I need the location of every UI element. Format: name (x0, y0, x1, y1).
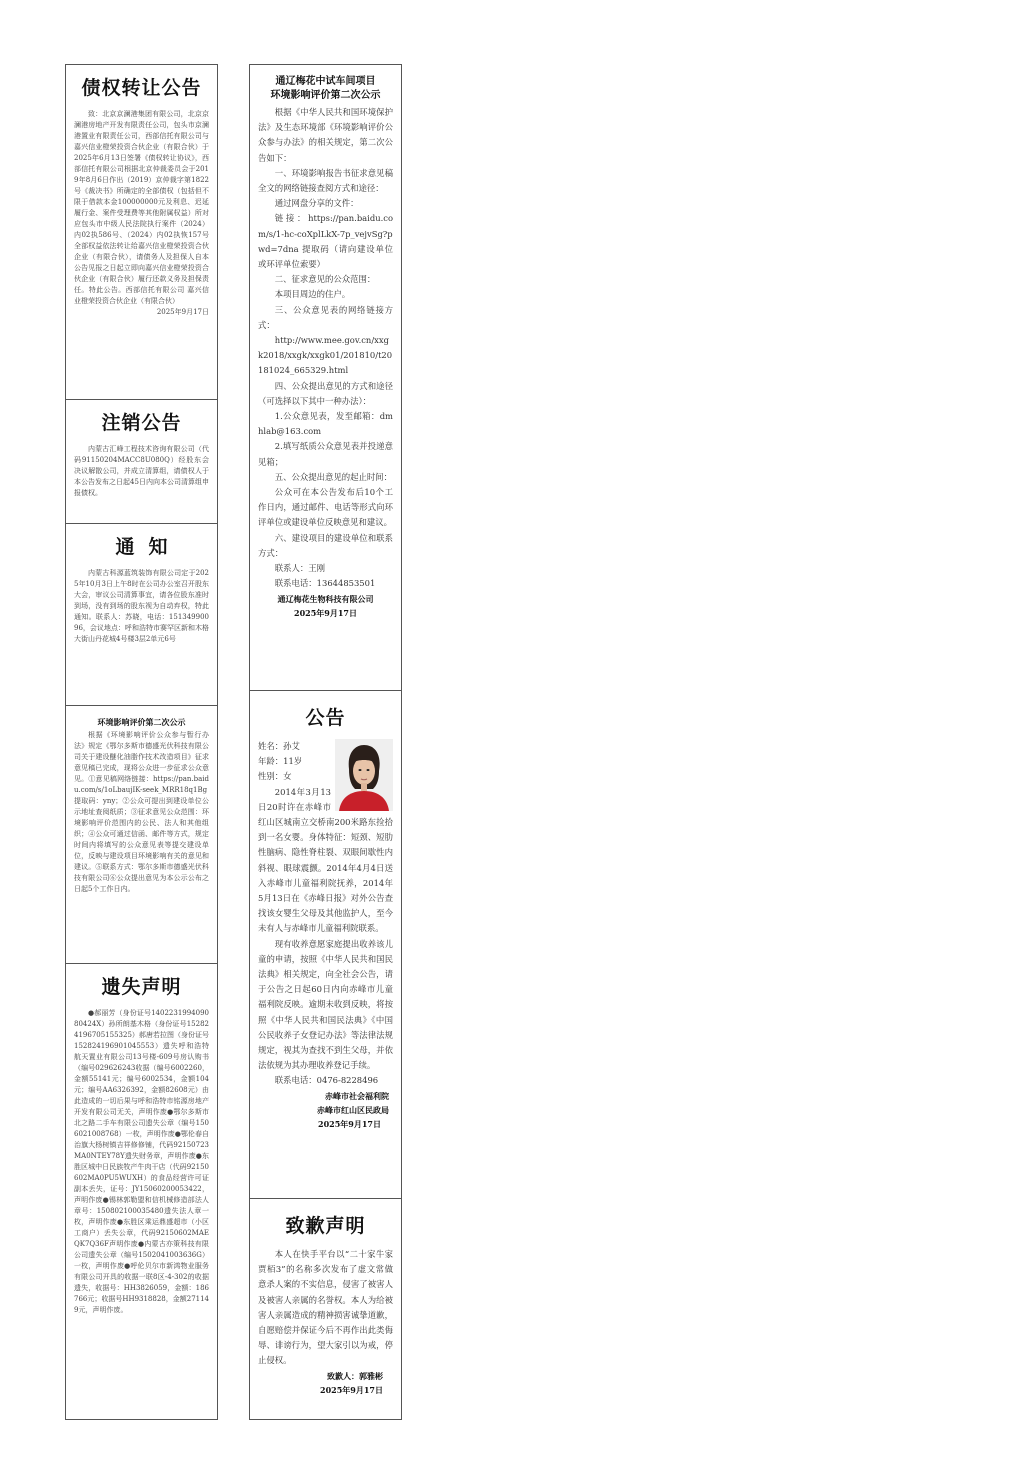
apology-sign-date: 2025年9月17日 (320, 1384, 383, 1395)
adoption-sign-date: 2025年9月17日 (318, 1118, 381, 1129)
debt-transfer-date: 2025年9月17日 (156, 308, 209, 316)
apology-title: 致歉声明 (285, 1215, 366, 1237)
loss-declaration (66, 964, 217, 1419)
eia-sign-company: 通辽梅花生物科技有限公司 (277, 593, 374, 604)
eia-public-notice-left (66, 706, 217, 964)
deregistration-body: 内蒙古汇峰工程技术咨询有限公司（代码91150204MACC8U080Q）经股东会决议解散公司，并成立清算组，请债权人于本公告发布之日起45日内向本公司清算组申报债权。 (74, 445, 209, 497)
eia-left-body: 根据《环境影响评价公众参与暂行办法》规定《鄂尔多斯市德盛光伏科技有限公司关于建设醚化油脂作技术改造项目》征求意见稿已完成，现将公众进一步征求公众意见。①意见稿网络链接：https://pan.baidu.com/s/1oLbaujIK-seek_MRR18q1Bg 提取码：yny；②公众可提出到建设单位公示地址查阅纸质；③征求意见公众范围：环境影响评价范围内的公民、法人和其他组织；④公众可通过信函、邮件等方式，规定时间内将填写的公众意见表等提交建设单位，反映与建设项目环境影响有关的意见和建议。⑤联系方式：鄂尔多斯市德盛光伏科技有限公司⑥公众提出意见为本公示公布之日起5个工作日内。 (74, 731, 209, 893)
apology-statement (250, 1199, 401, 1419)
notice-body: 内蒙古科源蓝筑装饰有限公司定于2025年10月3日上午8时在公司办公室召开股东大会，审议公司清算事宜，请各位股东准时到场，没有到场的股东视为自动弃权，特此通知。联系人：苏晓，电话：15134990096，会议地点：呼和浩特市赛罕区新和木格大街山丹花城4号楼3层2单元6号 (74, 569, 209, 643)
child-photo (335, 739, 393, 811)
eia-p13: 公众可在本公告发布后10个工作日内，通过邮件、电话等形式向环评单位或建设单位反映意见和建议。 (258, 487, 393, 528)
apology-body: 本人在快手平台以“二十家牛家贾栢3”的名称多次发布了虚文常做意杀人案的不实信息，侵害了被害人及被害人亲属的名誉权。本人为给被害人亲属造成的精神损害诚挚道歉，自愿赔偿并保证今后不再作出此类侮辱、诽谤行为，望大家引以为戒，停止侵权。 (258, 1249, 393, 1366)
loss-body: ●郝丽芳（身份证号140223199409080424X）孙所朗基木格（身份证号152824196705155325）郝唐若拉图（身份证号152824196901045553）遗失呼和浩特航天置业有限公司13号楼-609号房认购书（编号029626243收据（编号6002260，金额55141元；编号6002534，金额104元；编号AA6326392，金额82608元）由此造成的一切后果与呼和浩特市铭源房地产开发有限公司无关，声明作废●鄂尔多斯市北之路二手车有限公司遗失公章（编号1506021008768）一枚，声明作废●鄂伦春自治旗大杨树镇吉祥修修铺，代码92150723MA0NTEY78Y遗失财务章，声明作废●东胜区城中日民族牧产牛肉干店（代码92150602MA0PU5WUXH）的食品经营许可证副本丢失，证号：JY15060200053422，声明作废●锡林郭勒盟和信机械修造部法人章号：150802100035480遗失法人章一枚，声明作废●东胜区乘运鼎盛超市（小区工商户）丢失公章，代码92150602MAEQK7Q36F声明作废●内蒙古亦策科技有限公司遗失公章（编号1502041003636G）一枚，声明作废●呼伦贝尔市新鸿物业服务有限公司开具的收据一联8区-4-302的收据遗失，收据号：HH3826059，金额：186766元；收据号HH9318828，金额271149元，声明作废。 (74, 1009, 210, 1314)
eia-p2: 一、环境影响报告书征求意见稿全文的网络链接查阅方式和途径： (258, 167, 393, 194)
adoption-gender: 性别：女 (258, 771, 292, 782)
eia-p3: 通过网盘分享的文件： (274, 198, 359, 209)
eia-p12: 五、公众提出意见的起止时间： (274, 471, 393, 482)
adoption-age: 年龄：11岁 (258, 756, 303, 767)
eia-p10: 1.公众意见表，发至邮箱：dmhlab@163.com (258, 411, 393, 437)
eia-right-title-line2: 环境影响评价第二次公示 (270, 90, 381, 101)
loss-title: 遗失声明 (101, 976, 182, 998)
adoption-sign-welfare: 赤峰市社会福利院 (325, 1090, 389, 1101)
eia-p11: 2.填写纸质公众意见表并投递意见箱； (258, 441, 393, 467)
apology-sign-person: 致歉人：郭雅彬 (327, 1370, 383, 1381)
adoption-title: 公告 (305, 707, 346, 729)
eia-contact-person: 联系人：王刚 (274, 563, 326, 574)
adoption-notice (250, 691, 401, 1199)
eia-left-title: 环境影响评价第二次公示 (97, 717, 186, 727)
right-column (249, 64, 402, 1420)
deregistration-title: 注销公告 (101, 412, 182, 434)
adoption-p1: 2014年3月13日20时许在赤峰市红山区城南立交桥南200米路东捡拾到一名女婴。身体特征：短颈、短肋性脑病、隐性脊柱裂、双眼间歇性内斜视、眼球震颤。2014年4月4日送入赤峰市儿童福利院抚养，2014年5月13日在《赤峰日报》对外公告查找该女婴生父母及其他监护人，至今未有人与赤峰市儿童福利院联系。 (258, 786, 393, 934)
deregistration-notice (66, 400, 217, 524)
eia-p1: 根据《中华人民共和国环境保护法》及生态环境部《环境影响评价公众参与办法》的相关规定，第二次公告如下： (258, 107, 393, 163)
eia-p9: 四、公众提出意见的方式和途径（可选择以下其中一种办法）： (258, 380, 393, 406)
eia-p5: 二、征求意见的公众范围： (274, 274, 376, 285)
debt-transfer-title: 债权转让公告 (81, 77, 202, 99)
shareholder-meeting-notice (66, 524, 217, 706)
left-column (65, 64, 218, 1420)
eia-p7: 三、公众意见表的网络链接方式： (258, 304, 393, 330)
eia-p14: 六、建设项目的建设单位和联系方式： (258, 532, 393, 558)
adoption-name: 姓名：孙艾 (258, 741, 300, 751)
eia-p6: 本项目周边的住户。 (274, 289, 351, 300)
adoption-p2: 现有收养意愿家庭提出收养该儿童的申请，按照《中华人民共和国民法典》相关规定，向全社会公告，请于公告之日起60日内向赤峰市儿童福利院反映。逾期未收到反映，将按照《中华人民共和国民法典》《中国公民收养子女登记办法》等法律法规规定，视其为查找不到生父母，并依法依规为其办理收养登记手续。 (258, 938, 393, 1071)
eia-public-notice-right (250, 65, 401, 691)
debt-transfer-notice (66, 65, 217, 400)
eia-sign-date: 2025年9月17日 (294, 607, 357, 618)
adoption-phone: 联系电话：0476-8228496 (274, 1075, 379, 1086)
notice-title: 通知 (115, 536, 182, 558)
debt-transfer-body: 致：北京京澜港集团有限公司，北京京澜港房地产开发有限责任公司，包头市京澜港置业有限责任公司，西部信托有限公司与嘉兴信业橙荣投资合伙企业（有限合伙）于2025年6月13日签署《债权转让协议》，西部信托有限公司根据北京仲裁委员会于2019年8月6日作出（2019）京仲裁字第1822号《裁决书》所确定的全部债权（包括但不限于借款本金100000000元及利息、迟延履行金、案件受理费等其他附属权益）所对应包头市中级人民法院执行案件（2024）内02执586号、（2024）内02执恢157号全部权益依法转让给嘉兴信业橙荣投资合伙企业（有限合伙），请债务人及担保人自本公告见报之日起立即向嘉兴信业橙荣投资合伙企业（有限合伙）履行还款义务及担保责任。特此公告。西部信托有限公司 嘉兴信业橙荣投资合伙企业（有限合伙） (74, 110, 209, 305)
child-portrait-image (335, 739, 393, 811)
eia-contact-phone: 联系电话：13644853501 (274, 578, 376, 589)
eia-link[interactable]: 链接：https://pan.baidu.com/s/1-hc-coXplLkX-7p_vejvSg?pwd=7dna 提取码（请向建设单位或环评单位索要） (258, 213, 393, 270)
eia-right-title-line1: 通辽梅花中试车间项目 (275, 76, 376, 87)
eia-form-link[interactable]: http://www.mee.gov.cn/xxgk2018/xxgk/xxgk01/201810/t20181024_665329.html (258, 335, 393, 376)
adoption-sign-bureau: 赤峰市红山区民政局 (317, 1104, 389, 1115)
